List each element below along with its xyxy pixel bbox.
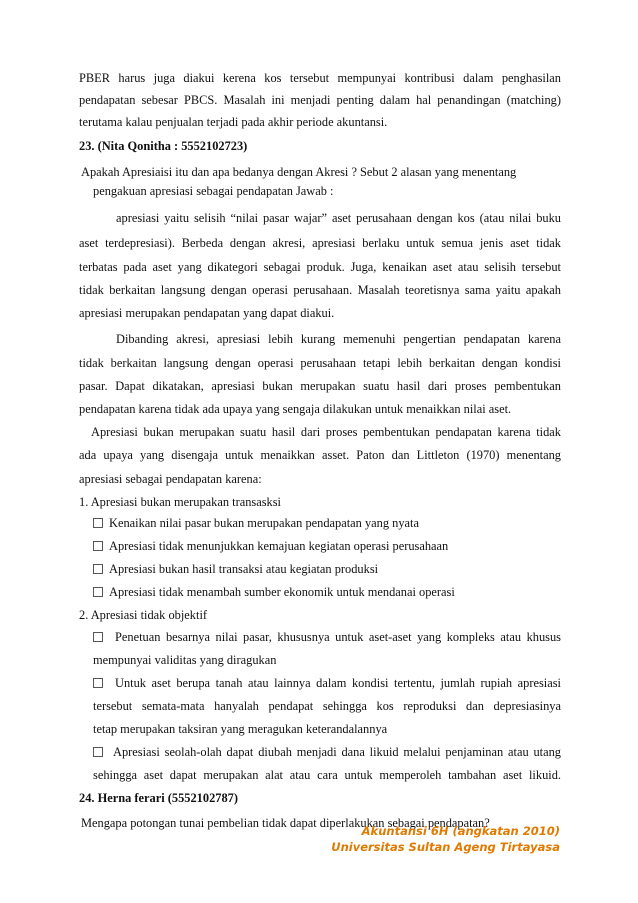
text-line: PBER harus juga diakui kerena kos tersebut mempunyai kontribusi dalam penghasilan [79, 71, 561, 85]
list-2-title: 2. Apresiasi tidak objektif [79, 608, 208, 622]
list-item-text: Apresiasi seolah-olah dapat diubah menjadi dana likuid melalui penjaminan atau utang [113, 745, 561, 759]
list-item [93, 562, 378, 577]
checkbox-bullet-icon [93, 632, 103, 642]
answer-line: tidak berkaitan langsung dengan operasi perusahaan tetapi lebih berkaitan dengan kondisi [79, 356, 561, 370]
text-line: pendapatan sebesar PBCS. Masalah ini menjadi penting dalam hal penandingan (matching) [79, 93, 561, 107]
answer-line: tidak berkaitan langsung dengan operasi perusahaan. Masalah teoretisnya sama yaitu apakah [79, 283, 561, 297]
answer-line: aset terdepresiasi). Berbeda dengan akresi, apresiasi berlaku untuk semua jenis aset tidak [79, 236, 561, 250]
answer-line: pendapatan karena tidak ada upaya yang sengaja dilakukan untuk menaikkan nilai aset. [79, 402, 512, 416]
list-item [93, 585, 455, 600]
checkbox-bullet-icon [93, 747, 103, 757]
answer-line: Dibanding akresi, apresiasi lebih kurang memenuhi pengertian pendapatan karena [116, 332, 561, 346]
footer-line: Universitas Sultan Ageng Tirtayasa [331, 840, 560, 854]
list-item [93, 745, 109, 760]
checkbox-bullet-icon [93, 541, 103, 551]
answer-line: apresiasi yaitu selisih “nilai pasar wajar” aset perusahaan dengan kos (atau nilai buku [116, 211, 561, 225]
list-item-text: Penetuan besarnya nilai pasar, khususnya untuk aset-aset yang kompleks atau khusus [115, 630, 561, 644]
list-item-text: mempunyai validitas yang diragukan [93, 653, 277, 667]
answer-line: pasar. Dapat dikatakan, apresiasi bukan merupakan suatu hasil dari proses pembentukan [79, 379, 561, 393]
checkbox-bullet-icon [93, 587, 103, 597]
answer-line: ada upaya yang disengaja untuk menaikkan asset. Paton dan Littleton (1970) menentang [79, 448, 561, 462]
list-item [93, 516, 419, 531]
answer-line: terbatas pada aset yang dikategori sebagai produk. Juga, kenaikan aset atau selisih tersebut [79, 260, 561, 274]
answer-line: Apresiasi bukan merupakan suatu hasil dari proses pembentukan pendapatan karena tidak [91, 425, 561, 439]
list-item [93, 676, 109, 691]
checkbox-bullet-icon [93, 564, 103, 574]
list-item-text: Apresiasi tidak menunjukkan kemajuan kegiatan operasi perusahaan [109, 539, 449, 553]
list-item [93, 630, 109, 645]
page-footer [331, 823, 560, 855]
list-1-title: 1. Apresiasi bukan merupakan transasksi [79, 495, 281, 509]
question-23-line: Apakah Apresiaisi itu dan apa bedanya dengan Akresi ? Sebut 2 alasan yang menentang [81, 165, 517, 179]
answer-line: apresiasi sebagai pendapatan karena: [79, 472, 262, 486]
section-heading-24: 24. Herna ferari (5552102787) [79, 791, 238, 805]
list-item-text: tetap merupakan taksiran yang meragukan keterandalannya [93, 722, 388, 736]
footer-line: Akuntansi 6H (angkatan 2010) [361, 824, 560, 838]
list-item-text: sehingga aset dapat merupakan alat atau cara untuk memperoleh tambahan aset likuid. [93, 768, 561, 782]
list-item-text: Apresiasi bukan hasil transaksi atau kegiatan produksi [109, 562, 379, 576]
list-item-text: Untuk aset berupa tanah atau lainnya dalam kondisi tertentu, jumlah rupiah apresiasi [115, 676, 561, 690]
section-heading-23: 23. (Nita Qonitha : 5552102723) [79, 139, 248, 153]
list-item-text: tersebut semata-mata hanyalah pendapat sehingga kos reproduksi dan depresiasinya [93, 699, 561, 713]
list-item [93, 539, 448, 554]
question-23-line: pengakuan apresiasi sebagai pendapatan Jawab : [93, 184, 334, 198]
text-line: terutama kalau penjualan terjadi pada akhir periode akuntansi. [79, 115, 388, 129]
checkbox-bullet-icon [93, 518, 103, 528]
checkbox-bullet-icon [93, 678, 103, 688]
list-item-text: Kenaikan nilai pasar bukan merupakan pendapatan yang nyata [109, 516, 419, 530]
list-item-text: Apresiasi tidak menambah sumber ekonomik untuk mendanai operasi [109, 585, 455, 599]
question-24: Mengapa potongan tunai pembelian tidak dapat diperlakukan sebagai pendapatan? [81, 816, 490, 830]
answer-line: apresiasi merupakan pendapatan yang dapat diakui. [79, 306, 335, 320]
